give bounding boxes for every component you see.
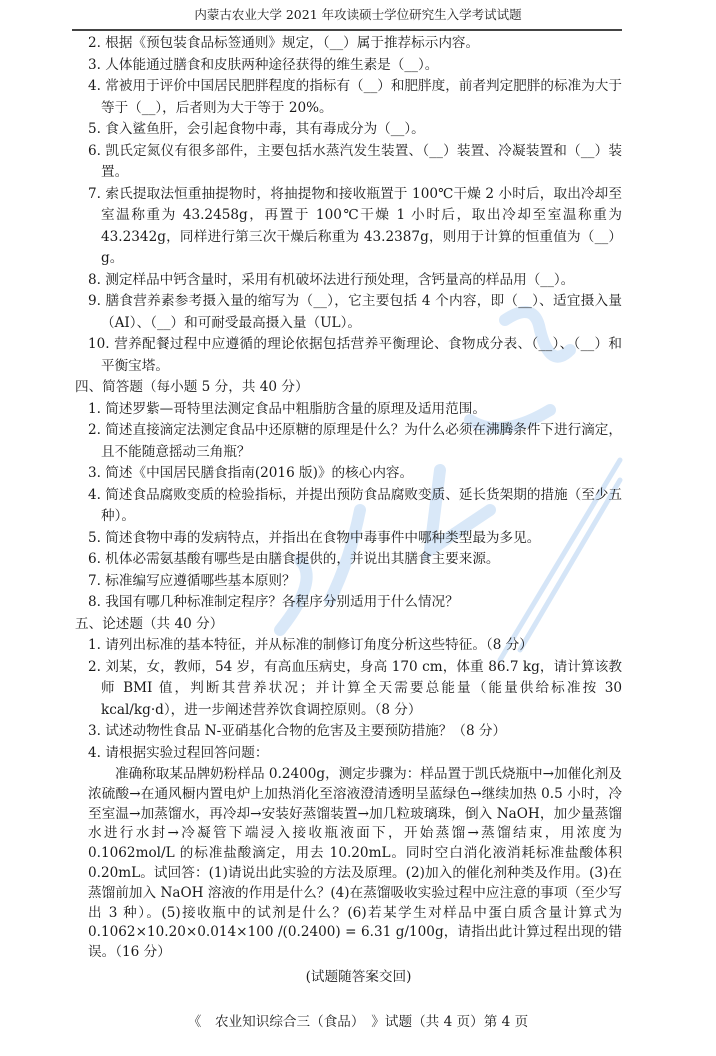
exam-body (75, 33, 622, 988)
question-item: 2. 根据《预包装食品标签通则》规定，（__）属于推荐标示内容。 (88, 35, 480, 51)
question-item: 3. 试述动物性食品 N-亚硝基化合物的危害及主要预防措施？（8 分） (88, 723, 507, 739)
question-item: 4. 简述食品腐败变质的检验指标，并提出预防食品腐败变质、延长货架期的措施（至少五种）。 (88, 486, 622, 524)
question-item: 3. 简述《中国居民膳食指南(2016 版)》的核心内容。 (88, 465, 414, 481)
essay-list (75, 635, 622, 963)
question-item: 6. 凯氏定氮仪有很多部件，主要包括水蒸汽发生装置、（__）装置、冷凝装置和（__）装置。 (88, 142, 622, 180)
question-item: 9. 膳食营养素参考摄入量的缩写为（__），它主要包括 4 个内容，即（__）、适宜摄入量（AI）、（__）和可耐受最高摄入量（UL）。 (88, 293, 622, 331)
question-item: 10. 营养配餐过程中应遵循的理论依据包括营养平衡理论、食物成分表、（__）、（__）和平衡宝塔。 (88, 336, 622, 374)
header-rule (72, 29, 622, 31)
fill-blank-list (75, 33, 622, 377)
question-item: 2. 刘某，女，教师，54 岁，有高血压病史，身高 170 cm，体重 86.7 kg，请计算该教师 BMI 值，判断其营养状况；并计算全天需要总能量（能量供给标准按 30 kcal/kg·d），进一步阐述营养饮食调控原则。（8 分） (88, 658, 622, 718)
question-item: 5. 食入鲨鱼肝，会引起食物中毒，其有毒成分为（__）。 (88, 121, 425, 137)
question-item: 7. 标准编写应遵循哪些基本原则？ (88, 572, 296, 589)
section-title-short-answer: 四、简答题（每小题 5 分，共 40 分） (75, 379, 309, 395)
exam-header: 内蒙古农业大学 2021 年攻读硕士学位研究生入学考试试题 (194, 7, 522, 22)
short-answer-list (75, 399, 622, 614)
question-item: 7. 索氏提取法恒重抽提物时，将抽提物和接收瓶置于 100℃干燥 2 小时后，取出冷却至室温称重为 43.2458g，再置于 100℃干燥 1 小时后，取出冷却至室温称重为 43.2342g，同样进行第三次干燥后称重为 43.2387g，则用于计算的恒重值为（__）g。 (88, 185, 622, 266)
question-item: 1. 简述罗紫—哥特里法测定食品中粗脂肪含量的原理及适用范围。 (88, 400, 486, 417)
question-item: 5. 简述食物中毒的发病特点，并指出在食物中毒事件中哪种类型最为多见。 (88, 529, 541, 546)
return-note: (试题随答案交回) (305, 968, 412, 985)
question-item: 1. 请列出标准的基本特征，并从标准的制修订角度分析这些特征。（8 分） (88, 637, 533, 653)
question-item: 3. 人体能通过膳食和皮肤两种途径获得的维生素是（__）。 (88, 56, 439, 73)
question-item: 8. 我国有哪几种标准制定程序？各程序分别适用于什么情况？ (88, 594, 459, 610)
question-item: 4. 常被用于评价中国居民肥胖程度的指标有（__）和肥胖度，前者判定肥胖的标准为大于等于（__），后者则为大于等于 20%。 (88, 78, 622, 116)
section-title-essay: 五、论述题（共 40 分） (75, 615, 224, 632)
question-item: 8. 测定样品中钙含量时，采用有机破坏法进行预处理，含钙量高的样品用（__）。 (88, 271, 575, 288)
question-item: 6. 机体必需氨基酸有哪些是由膳食提供的，并说出其膳食主要来源。 (88, 551, 500, 567)
page-footer: 《 农业知识综合三（食品） 》试题（共 4 页）第 4 页 (187, 1014, 529, 1031)
question-item: 2. 简述直接滴定法测定食品中还原糖的原理是什么？为什么必须在沸腾条件下进行滴定，且不能随意摇动三角瓶？ (88, 422, 622, 460)
question-item: 4. 请根据实验过程回答问题： (88, 744, 269, 761)
experiment-paragraph: 准确称取某品牌奶粉样品 0.2400g，测定步骤为：样品置于凯氏烧瓶中→加催化剂及浓硫酸→在通风橱内置电炉上加热消化至溶液澄清透明呈蓝绿色→继续加热 0.5 小时，冷至室温→加蒸馏水，再冷却→安装好蒸馏装置→加几粒玻璃珠，倒入 NaOH，加少量蒸馏水进行水封→冷凝管下端浸入接收瓶液面下，开始蒸馏→蒸馏结束，用浓度为 0.1062mol/L 的标准盐酸滴定，用去 10.20mL。同时空白消化液消耗标准盐酸体积 0.20mL。试回答：(1)请说出此实验的方法及原理。(2)加入的催化剂种类及作用。(3)在蒸馏前加入 NaOH 溶液的作用是什么？(4)在蒸馏吸收实验过程中应注意的事项（至少写出 3 种）。(5)接收瓶中的试剂是什么？(6)若某学生对样品中蛋白质含量计算式为 0.1062×10.20×0.014×100 /(0.2400) = 6.31 g/100g，请指出此计算过程出现的错误。（16 分） (88, 766, 622, 961)
